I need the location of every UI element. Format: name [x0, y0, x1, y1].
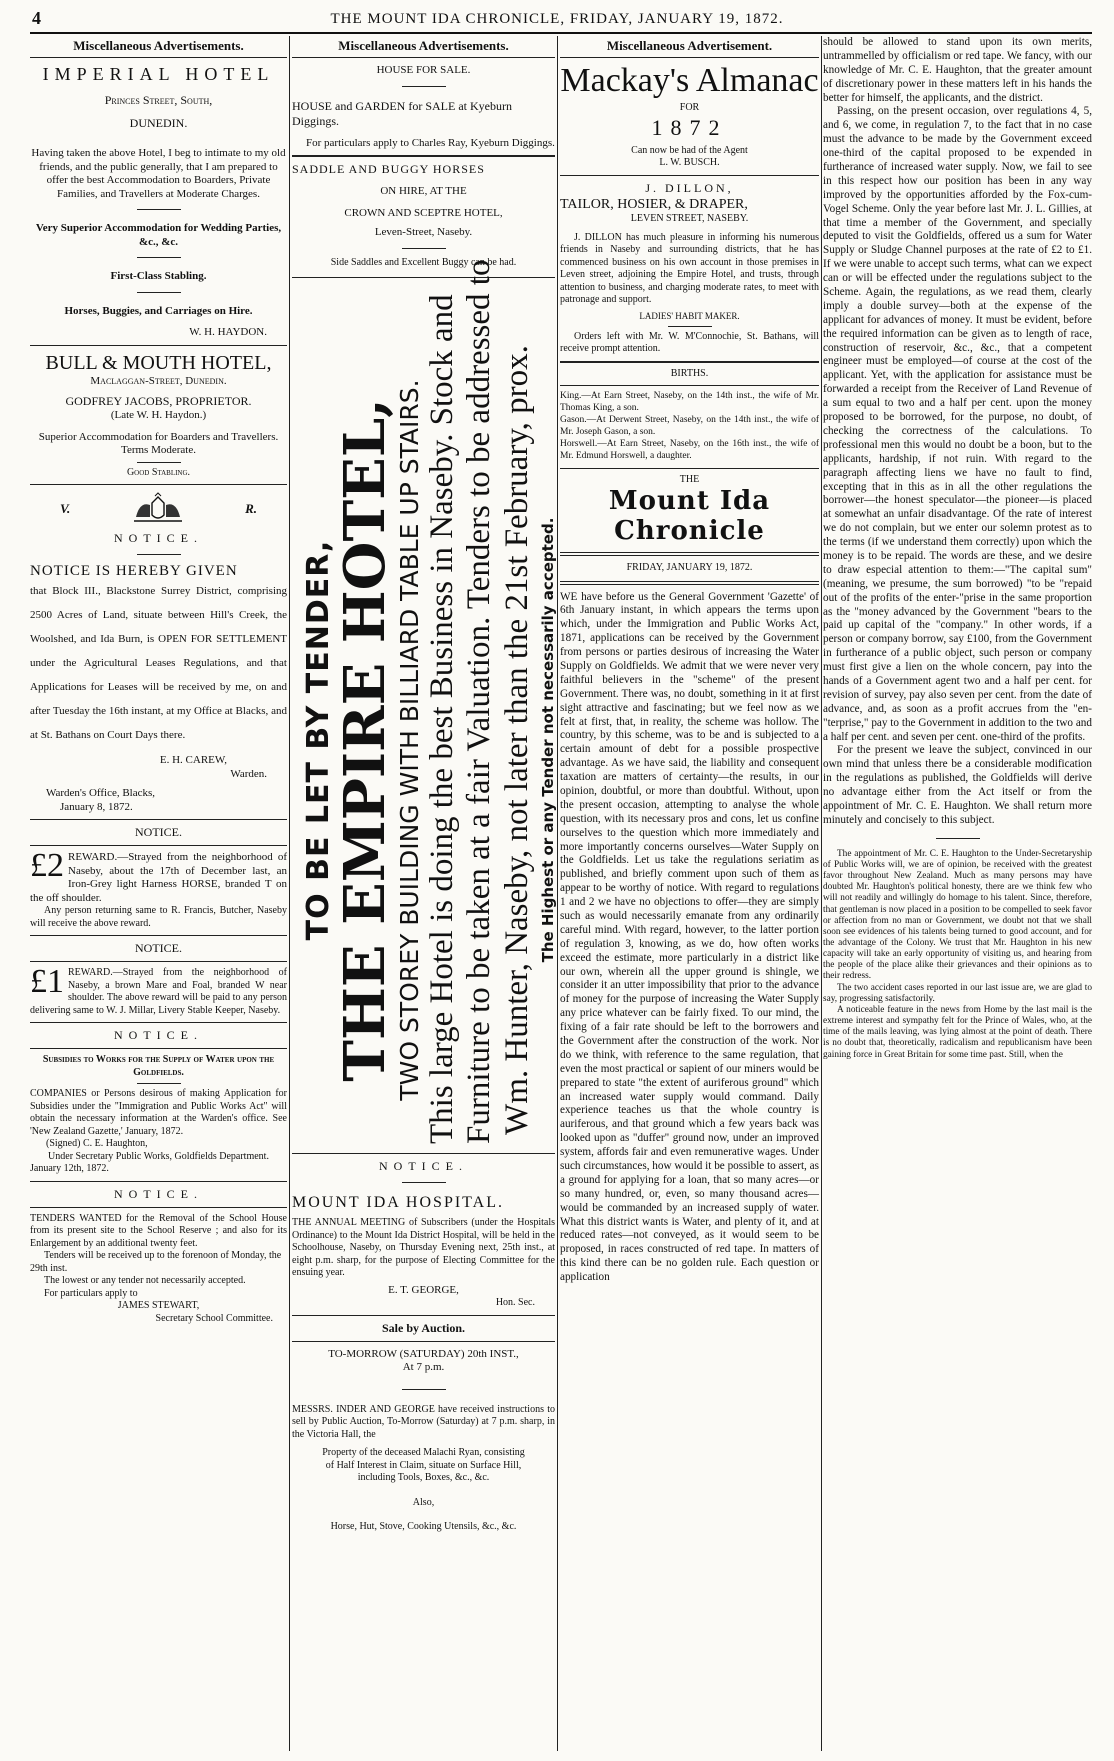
auction-body-3: Horse, Hut, Stove, Cooking Utensils, &c., &c. [330, 1521, 517, 1533]
column-divider [289, 36, 290, 1751]
divider [30, 1022, 287, 1023]
top-rule [30, 32, 1092, 34]
empire-line: TO BE LET BY TENDER, [301, 539, 336, 941]
divider [560, 361, 819, 363]
almanac-title: Mackay's Almanac [560, 62, 819, 99]
birth-entry: Gason.—At Derwent Street, Naseby, on the 14th inst., the wife of Mr. Joseph Gason, a son. [560, 415, 819, 437]
ad-street: Princes Street, South, [104, 93, 213, 107]
notice-head: NOTICE. [114, 1028, 203, 1043]
ad-title: TAILOR, HOSIER, & DRAPER, [560, 196, 748, 212]
notice-hospital [292, 1159, 555, 1310]
notice-reward-2 [30, 825, 287, 930]
page-number: 4 [32, 8, 41, 28]
ad-line: Very Superior Accommodation for Wedding Parties, &c., &c. [35, 222, 282, 248]
divider [292, 155, 555, 157]
notice-head: NOTICE. [114, 531, 203, 546]
news-note: A noticeable feature in the news from Home by the last mail is the extreme interest and sympathy felt for the Prince of Wales, who, at the time of the mails leaving, was lying almost at the point of death. There is no doubt that, theoretically, radicalism and republicanism have been gaining force in Great Britain for some time past. Still, when the [823, 1004, 1092, 1060]
ad-late: (Late W. H. Haydon.) [110, 409, 207, 422]
editorial-paragraph: For the present we leave the subject, convinced in our own mind that unless there be a considerable modification in the regulations as published, the Goldfields will derive no advantage either from the Act itself or from the appointment of Mr. C. E. Haughton. We shall return more minutely and concisely to this subject. [823, 744, 1092, 826]
divider [30, 819, 287, 820]
divider [292, 277, 555, 278]
ad-line: CROWN AND SCEPTRE HOTEL, [344, 206, 503, 219]
ad-title: IMPERIAL HOTEL [42, 64, 275, 84]
editorial-continued: should be allowed to stand upon its own merits, untrammelled by officialism or red tape. We fancy, with our knowledge of Mr. C. E. Haughton, that the greater amount of discretionary power in these matters left in his hands the better for himself, the applicants, and the district. [823, 36, 1092, 104]
divider [30, 1048, 287, 1049]
notice-block-iii [30, 531, 287, 814]
ad-title: BULL & MOUTH HOTEL, [45, 351, 272, 374]
divider [560, 468, 819, 469]
reward-body: REWARD.—Strayed from the neighborhood of Naseby, about the 17th of December last, an Iron-Grey light Harness HORSE, branded T on the off shoulder. [30, 851, 287, 904]
divider [137, 292, 181, 293]
almanac-agent: L. W. BUSCH. [659, 157, 720, 168]
divider [936, 838, 980, 839]
almanac-year: 1872 [651, 114, 728, 140]
column-divider [557, 36, 558, 1751]
notice-sign-title: Warden. [230, 767, 267, 780]
nameplate-date: FRIDAY, JANUARY 19, 1872. [626, 562, 753, 573]
ad-ladies: LADIES' HABIT MAKER. [639, 310, 740, 321]
notice-subsidies [30, 1028, 287, 1176]
ad-body-2: For particulars apply to Charles Ray, Kyeburn Diggings. [306, 136, 555, 149]
divider [137, 462, 181, 463]
column-1 [30, 36, 287, 1751]
divider [560, 385, 819, 386]
reward-body: REWARD.—Strayed from the neighborhood of Naseby, a brown Mare and Foal, branded W near shoulder. The above reward will be paid to any person delivering same to W. J. Millar, Livery Stable Keeper, Naseby. [30, 967, 287, 1016]
notice-body: COMPANIES or Persons desirous of making Application for Subsidies under the "Immigration and Public Works Act" will obtain the necessary information at the Warden's office. See 'New Zealand Gazette,' January, 1872. [30, 1088, 287, 1137]
almanac-for: FOR [679, 102, 700, 113]
ad-name: J. DILLON, [645, 180, 734, 195]
divider [30, 345, 287, 346]
ad-house-for-sale [292, 64, 555, 150]
editorial-text: WE have before us the General Government 'Gazette' of 6th January instant, in which appears the terms upon which, under the Immigration and Public Works Act, 1871, applications can be received by the Government from persons or parties desirous of increasing the Water Supply on Goldfields. We admit that we were never very faithful believers in the "scheme" of the present Government. There was, no doubt, something in it at first sight attractive and fascinating; but we feel now as we felt at first, that, in reality, the scheme was hollow. The country, by this scheme, was to be and is subjected to a certain amount of debt for a possible prospective advantage. As we have said, the liability and consequent taxation are matters of certainty—the results, in our opinion, doubtful, or more than doubtful. Without, upon the present occasion, attempting to analyse the whole question, with its necessary pros and cons, let us confine ourselves to the question which more immediately and more importantly concerns ourselves—Water Supply on the Goldfields. Let us take the regulations seriatim as published, and briefly comment upon such of them as appear to be worthy of notice. With regard to regulations 1 and 2 we have no objections to offer—they are simply such as would necessarily emanate from any ordinarily careful mind. With regard, however, to the latter portion of regulation 3, knowing, as we do, how often works exceed the estimate, more particularly in a district like our own, wherein all the upper ground is shingle, we consider it an utter impossibility that prior to the advance of money for the purpose of increasing the Water Supply any price whatever can be fairly fixed. To our mind, the fixing of a fair rate should be left to the borrowers and the Government after the construction of the work. Nor do we think, with reference to the same regulation, that even the most practical or sapient of our miners would be prepared to state "the extent of auriferous ground" which an increased water supply would command. Daily experience teaches us that the whole country is auriferous, and that ground which a few years back was looked upon as "duffer" ground now, under an improved system, affords fair and even remunerative wages. Under such circumstances, how would it be possible to assert, as a ground for applying for a loan, that so many acres—or so many hundred, or, even, so many thousand acres—would be commanded by an increased supply of water. What this district wants is Water, and plenty of it, and at reduced rates—not conveyed, as it would seem to be proposed, in races constructed of red tape. In matters of this kind there can be no golden rule. Each question or application [560, 590, 819, 1284]
news-note: The appointment of Mr. C. E. Haughton to the Under-Secretaryship of Public Works will, we are of opinion, be received with the greatest favor throughout New Zealand. Much as many persons may have doubted Mr. Haughton's political honesty, there are we think few who will not readily and willingly do homage to his talent. Since, therefore, that gentleman is now placed in a position to be compelled to seek favor or affection from no man or Government, we doubt not that we shall soon see evidences of his talents being turned to good account, and for the advantage of the Colony. We trust that Mr. Haughton in his new capacity will take an early opportunity of visiting us, and hearing from the people of the place alike their grievances and their opinions as to their redress. [823, 848, 1092, 982]
lower-ads [292, 1148, 555, 1534]
ad-street: LEVEN STREET, NASEBY. [630, 213, 749, 224]
divider [292, 1315, 555, 1316]
ad-head: HOUSE FOR SALE. [376, 64, 471, 76]
ad-foot: Side Saddles and Excellent Buggy can be had. [330, 256, 517, 268]
divider [560, 552, 819, 556]
notice-head: NOTICE. [135, 825, 182, 840]
crest-icon [130, 493, 186, 525]
ad-orders: Orders left with Mr. W. M'Connochie, St. Bathans, will receive prompt attention. [560, 330, 819, 355]
births [560, 368, 819, 463]
column-divider [821, 36, 822, 1751]
divider [402, 248, 446, 249]
empire-line: The Highest or any Tender not necessarily accepted. [538, 517, 557, 963]
divider [292, 1153, 555, 1154]
divider [30, 1207, 287, 1208]
notice-body: THE ANNUAL MEETING of Subscribers (under the Hospitals Ordinance) to the Mount Ida District Hospital, will be held in the Schoolhouse, Naseby, on Thursday Evening next, 25th inst., at eight p.m. sharp, for the purpose of Electing Committee for the ensuing year. [292, 1217, 555, 1278]
ad-saddle-horses [292, 162, 555, 269]
notice-sign: E. T. GEORGE, [388, 1283, 459, 1296]
birth-entry: King.—At Earn Street, Naseby, on the 14th inst., the wife of Mr. Thomas King, a son. [560, 391, 819, 414]
reward-amount: £2 [30, 847, 64, 885]
notice-reward-1 [30, 941, 287, 1017]
reward-body-2: Any person returning same to R. Francis, Butcher, Naseby will receive the above reward. [30, 905, 287, 929]
divider [137, 209, 181, 210]
births-head: BIRTHS. [670, 367, 709, 379]
coat-letter: V. [60, 501, 71, 517]
reward-amount: £1 [30, 963, 64, 1001]
notice-lead: NOTICE IS HEREBY GIVEN [30, 563, 238, 580]
newspaper-title: THE MOUNT IDA CHRONICLE, FRIDAY, JANUARY 19, 1872. [330, 11, 784, 27]
notice-sign-title: Under Secretary Public Works, Goldfields Department. [48, 1150, 269, 1162]
column-2 [292, 36, 555, 1751]
notice-sign: E. H. CAREW, [159, 753, 227, 766]
divider [30, 1181, 287, 1182]
divider [137, 257, 181, 258]
ad-body: Having taken the above Hotel, I beg to intimate to my old friends, and the public generally, that I am prepared to offer the best Accommodation to Boarders, Private Families, and Travellers at Moderate Charges. [31, 147, 286, 200]
notice-sign-title: Hon. Sec. [495, 1297, 535, 1309]
divider [30, 961, 287, 962]
empire-line: Wm. Hunter, Naseby, not later than the 21st February, prox. [499, 345, 536, 1135]
ad-proprietor: GODFREY JACOBS, PROPRIETOR. [65, 394, 252, 409]
column-header: Miscellaneous Advertisements. [30, 36, 287, 58]
auction-head: Sale by Auction. [381, 1320, 465, 1335]
divider [30, 845, 287, 846]
news-note: The two accident cases reported in our last issue are, we are glad to say, progressing satisfactorily. [823, 982, 1092, 1004]
notice-body-2: Tenders will be received up to the forenoon of Monday, the 29th inst. [30, 1250, 282, 1274]
notice-sign-title: Secretary School Committee. [155, 1312, 273, 1324]
notice-body-3: The lowest or any tender not necessarily accepted. [44, 1275, 246, 1287]
ad-imperial-hotel [30, 64, 287, 340]
divider [402, 1182, 446, 1183]
notice-date: January 8, 1872. [60, 800, 133, 813]
divider [137, 554, 181, 555]
empire-title: THE EMPIRE HOTEL, [332, 398, 398, 1082]
auction-time: At 7 p.m. [402, 1361, 445, 1374]
divider [292, 1341, 555, 1342]
notice-head: NOTICE. [379, 1159, 468, 1173]
ad-body: Superior Accommodation for Boarders and Travellers. Terms Moderate. [38, 430, 279, 457]
notice-title: MOUNT IDA HOSPITAL. [292, 1194, 504, 1211]
divider [402, 86, 446, 87]
empire-line: This large Hotel is doing the best Business in Naseby. Stock and [423, 294, 460, 1144]
ad-almanac [560, 64, 819, 170]
ad-sign: W. H. HAYDON. [189, 326, 267, 339]
birth-entry: Horswell.—At Earn Street, Naseby, on the 16th inst., the wife of Mr. Edmund Horswell, a daughter. [560, 438, 819, 461]
notice-body: TENDERS WANTED for the Removal of the School House from its present site to the School Reserve ; and also for its Enlargement by an additional twenty feet. [30, 1212, 287, 1249]
column-header: Miscellaneous Advertisement. [560, 36, 819, 58]
divider [30, 935, 287, 936]
editorial-paragraph: Passing, on the present occasion, over regulations 4, 5, and 6, we come, in regulation 7, to the fact that in no case must the advance to be made by the Government exceed one-third of the capital proposed to be expended in furtherance of increased water supply. Now, we fail to see in this respect how our position has been in any way improved by the opportunities afforded by the Fox-cum-Vogel Scheme. Only the year before last Mr. J. L. Gillies, at that time a member of the Government, and specially deputed to visit the Goldfields, offered us a sum for Water Supply or Sludge Channel purposes at the rate of £2 to £1. If we were unable to accept such terms, what can we expect can or will be effected under the regulations subject to the Scheme. Again, the regulations, as we read them, clearly imply a double survey—both at the expense of the applicant for advances of money. It must be evident, before the required information can be given as to length of race, construction of reservoir, &c., &c., that a competent engineer must be employed—of course at the cost of the applicant. Yet, with the application for assistance must be forwarded a receipt from the Receiver of Land Revenue of a sum equal to two and a half per cent. upon the money proposed to be borrowed, for the purpose, no doubt, of checking the correctness of the calculations. To professional men this would no doubt be a boon, but to the applicants, hardship, if not ruin. With regard to the paragraph affecting liens we have no fault to find, excepting that in this as in all the other regulations the borrower—the honest speculator—the pioneer—is placed at somewhat an unfair disadvantage. Of the rate of interest we do not complain, but we enter our solemn protest as to the terms (if we understand them correctly) upon which the money is to be repaid. The words are these, and we desire to draw especial attention to them:—"The capital sum" (meaning, we presume, the sum borrowed) "to be "repaid out of the profits of the enter-"prise in the same proportion as the "money advanced by the Government "bears to the paid up capital of the "company." In other words, if a person or company borrow, say £100, from the Government in furtherance of a public object, such person or company must first give a lien on the whole concern, pay into the hands of a Government agent two and a half per cent. for revision of survey, pay also seven per cent. from the date of advance, and, as soon as a profit accrues from the "en-"terprise," pay to the Government in addition to the two and a half per cent. and seven per cent. one-third of the profits. [823, 105, 1092, 743]
notice-date: January 12th, 1872. [30, 1163, 109, 1175]
auction-also: Also, [412, 1496, 435, 1508]
divider [668, 326, 712, 327]
auction-body: MESSRS. INDER AND GEORGE have received instructions to sell by Public Auction, To-Morrow (Saturday) at 7 p.m. sharp, in the Victoria Hall, the [292, 1403, 555, 1440]
ad-line: First-Class Stabling. [110, 270, 207, 283]
ad-line: Horses, Buggies, and Carriages on Hire. [64, 304, 253, 317]
masthead [0, 0, 1114, 30]
ad-line: Good Stabling. [126, 466, 191, 478]
column-4 [823, 36, 1092, 1751]
ad-city: DUNEDIN. [129, 116, 188, 130]
empire-line: Furniture to be taken at a fair Valuation. Tenders to be addressed to [461, 259, 498, 1144]
ad-line: Leven-Street, Naseby. [374, 226, 473, 239]
notice-tenders [30, 1187, 287, 1326]
royal-coat-of-arms [30, 493, 287, 525]
notice-head: NOTICE. [135, 941, 182, 956]
notice-body: that Block III., Blackstone Surrey District, comprising 2500 Acres of Land, situate between Hill's Creek, the Woolshed, and Ida Burn, is OPEN FOR SETTLEMENT under the Agricultural Leases Regulations, and that Applications for Leases will be received by me, on and after Tuesday the 16th instant, at my Office at Blacks, and at St. Bathans on Court Days there. [30, 585, 287, 742]
notice-title: Subsidies to Works for the Supply of Water upon the Goldfields. [42, 1054, 275, 1078]
divider [560, 175, 819, 176]
notice-sign: JAMES STEWART, [117, 1300, 200, 1312]
divider [402, 1389, 446, 1390]
ad-bull-mouth-hotel [30, 352, 287, 480]
notice-body-4: For particulars apply to [44, 1287, 138, 1299]
nameplate-the: THE [679, 473, 700, 485]
column-header: Miscellaneous Advertisements. [292, 36, 555, 58]
notice-head: NOTICE. [114, 1186, 203, 1201]
ad-line: ON HIRE, AT THE [380, 185, 467, 198]
divider [137, 1083, 181, 1084]
ad-title: SADDLE AND BUGGY HORSES [292, 162, 485, 177]
chronicle-nameplate [560, 474, 819, 585]
empire-line: TWO STOREY BUILDING WITH BILLIARD TABLE UP STAIRS. [394, 379, 424, 1101]
almanac-body: Can now be had of the Agent [631, 144, 748, 156]
coat-letter: R. [245, 501, 257, 517]
divider [560, 581, 819, 585]
ad-dillon [560, 181, 819, 356]
notice-office: Warden's Office, Blacks, [46, 787, 156, 800]
divider [30, 484, 287, 485]
ad-street: Maclaggan-Street, Dunedin. [90, 374, 227, 387]
auction-body-2: Property of the deceased Malachi Ryan, consisting of Half Interest in Claim, situate on Surface Hill, including Tools, Boxes, &c., &c. [322, 1447, 525, 1484]
column-3 [560, 36, 819, 1751]
ad-body: HOUSE and GARDEN for SALE at Kyeburn Diggings. [292, 98, 512, 128]
nameplate-title: Mount Ida Chronicle [608, 486, 771, 546]
auction-when: TO-MORROW (SATURDAY) 20th INST., [328, 1347, 519, 1360]
notice-sign: (Signed) C. E. Haughton, [46, 1138, 148, 1150]
ad-body: J. DILLON has much pleasure in informing his numerous friends in Naseby and surrounding districts, that he has commenced business on his own account in those premises in Leven street, adjoining the Empire Hotel, and trusts, through attention to business, and charging moderate rates, to meet with patronage and support. [560, 231, 819, 305]
